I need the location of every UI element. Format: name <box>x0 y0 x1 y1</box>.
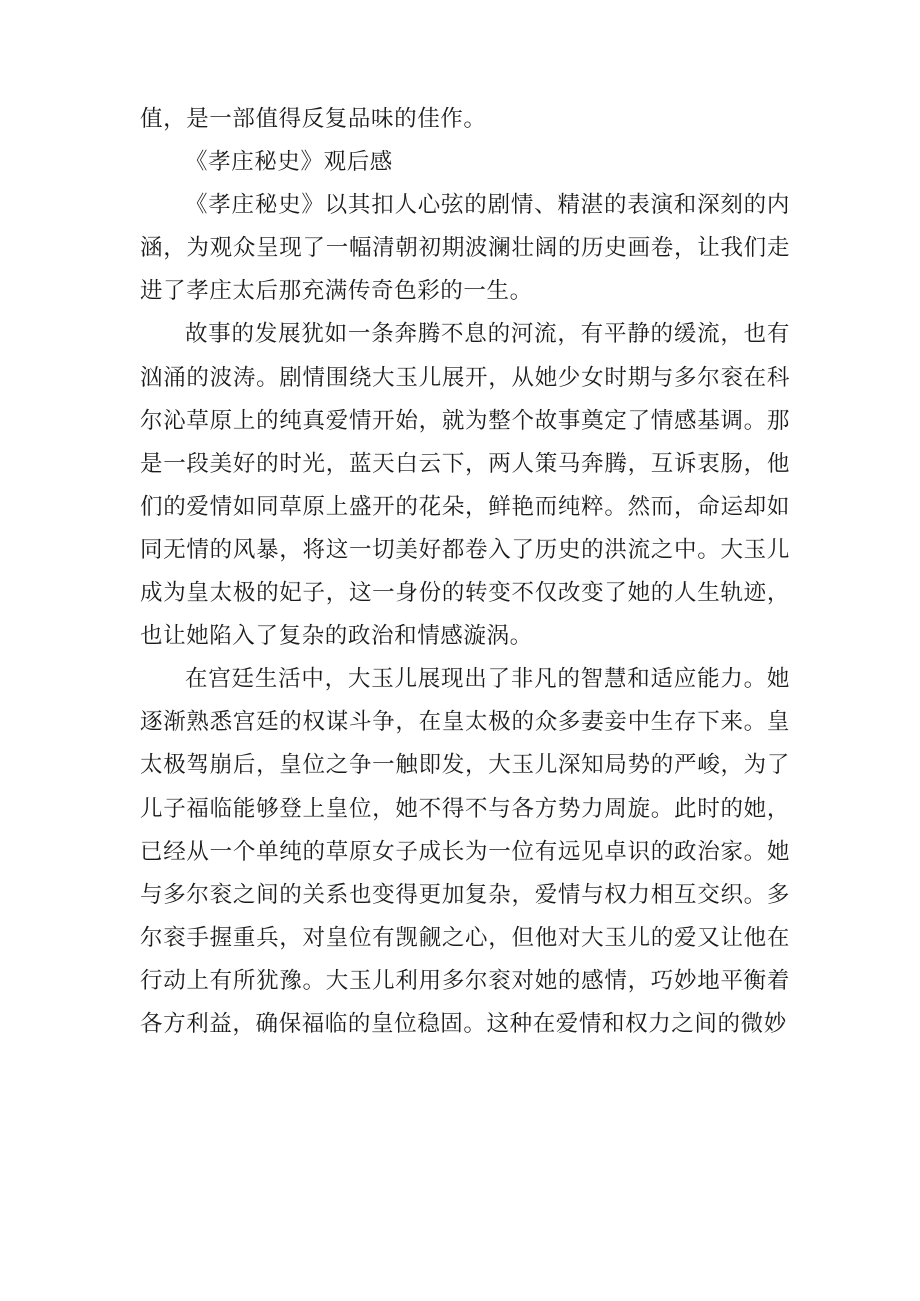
document-body <box>140 98 790 1046</box>
essay-title: 《孝庄秘史》观后感 <box>185 149 393 176</box>
paragraph-intro: 《孝庄秘史》以其扣人心弦的剧情、精湛的表演和深刻的内涵，为观众呈现了一幅清朝初期波澜壮阔的历史画卷，让我们走进了孝庄太后那充满传奇色彩的一生。 <box>140 192 790 305</box>
continuation-text: 值，是一部值得反复品味的佳作。 <box>140 106 487 132</box>
paragraph-story: 故事的发展犹如一条奔腾不息的河流，有平静的缓流，也有汹涌的波涛。剧情围绕大玉儿展开，从她少女时期与多尔衮在科尔沁草原上的纯真爱情开始，就为整个故事奠定了情感基调。那是一段美好的时光，蓝天白云下，两人策马奔腾，互诉衷肠，他们的爱情如同草原上盛开的花朵，鲜艳而纯粹。然而，命运却如同无情的风暴，将这一切美好都卷入了历史的洪流之中。大玉儿成为皇太极的妃子，这一身份的转变不仅改变了她的人生轨迹，也让她陷入了复杂的政治和情感漩涡。 <box>140 321 790 650</box>
paragraph-palace: 在宫廷生活中，大玉儿展现出了非凡的智慧和适应能力。她逐渐熟悉宫廷的权谋斗争，在皇太极的众多妻妾中生存下来。皇太极驾崩后，皇位之争一触即发，大玉儿深知局势的严峻，为了儿子福临能够登上皇位，她不得不与各方势力周旋。此时的她，已经从一个单纯的草原女子成长为一位有远见卓识的政治家。她与多尔衮之间的关系也变得更加复杂，爱情与权力相互交织。多尔衮手握重兵，对皇位有觊觎之心，但他对大玉儿的爱又让他在行动上有所犹豫。大玉儿利用多尔衮对她的感情，巧妙地平衡着各方利益，确保福临的皇位稳固。这种在爱情和权力之间的微妙 <box>140 666 790 1037</box>
